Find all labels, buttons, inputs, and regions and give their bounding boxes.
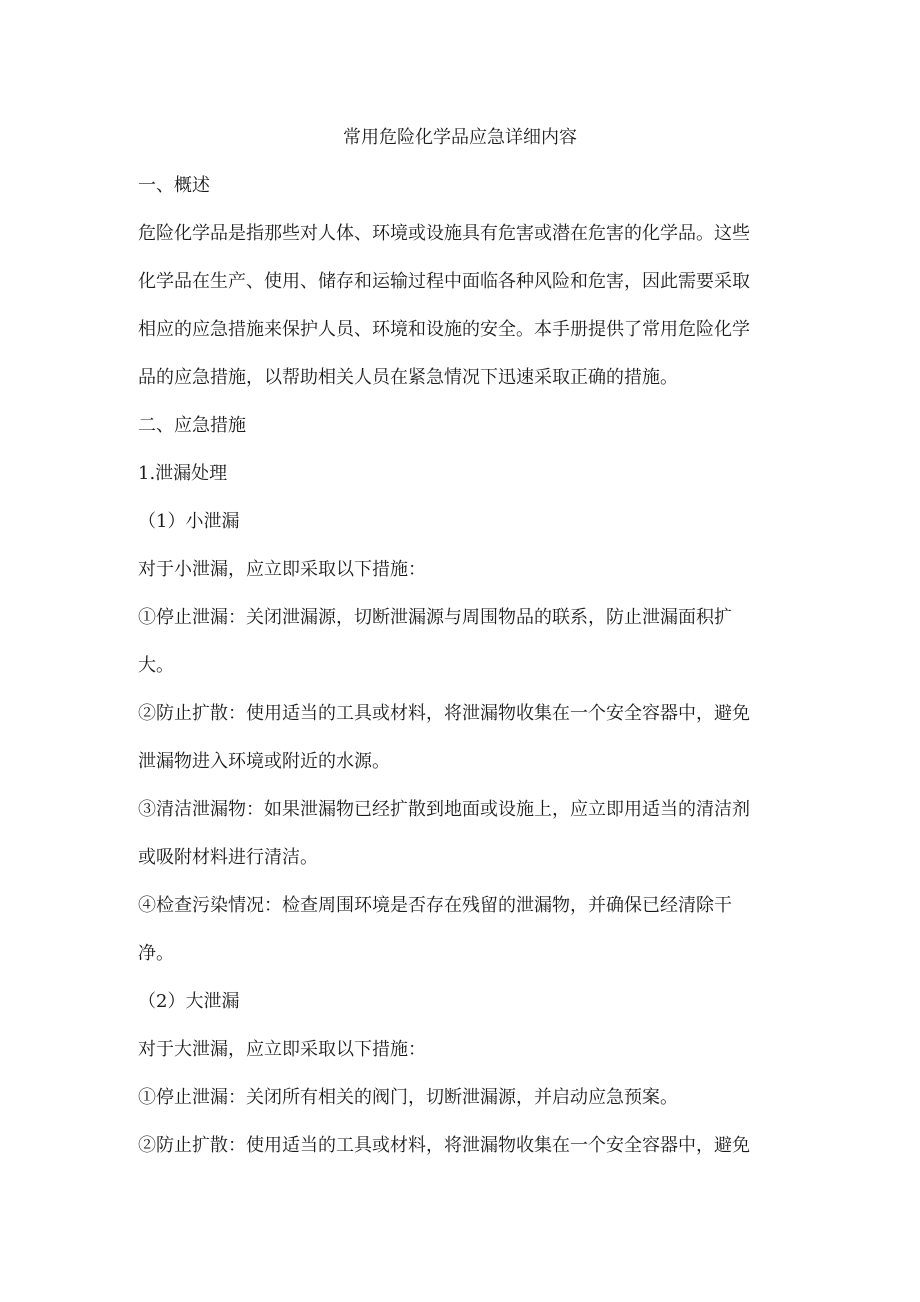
paragraph-line: 化学品在生产、使用、储存和运输过程中面临各种风险和危害，因此需要采取 [138, 271, 750, 292]
list-item-line: ②防止扩散：使用适当的工具或材料，将泄漏物收集在一个安全容器中，避免 [138, 1135, 750, 1156]
list-item-line: 或吸附材料进行清洁。 [138, 847, 318, 868]
list-item-line: 大。 [138, 655, 174, 676]
paragraph-line: 品的应急措施，以帮助相关人员在紧急情况下迅速采取正确的措施。 [138, 367, 678, 388]
list-item-line: ①停止泄漏：关闭所有相关的阀门，切断泄漏源，并启动应急预案。 [138, 1087, 678, 1108]
list-item-line: 净。 [138, 943, 174, 964]
list-item-line: ④检查污染情况：检查周围环境是否存在残留的泄漏物，并确保已经清除干 [138, 895, 732, 916]
heading-emergency-measures: 二、应急措施 [138, 415, 246, 436]
list-item-line: 泄漏物进入环境或附近的水源。 [138, 751, 390, 772]
list-item-line: ①停止泄漏：关闭泄漏源，切断泄漏源与周围物品的联系，防止泄漏面积扩 [138, 607, 732, 628]
list-item-line: ②防止扩散：使用适当的工具或材料，将泄漏物收集在一个安全容器中，避免 [138, 703, 750, 724]
heading-large-leak: （2）大泄漏 [138, 991, 240, 1012]
paragraph-line: 相应的应急措施来保护人员、环境和设施的安全。本手册提供了常用危险化学 [138, 319, 750, 340]
paragraph-line: 对于小泄漏，应立即采取以下措施： [138, 559, 426, 580]
document-title: 常用危险化学品应急详细内容 [343, 127, 577, 148]
paragraph-line: 对于大泄漏，应立即采取以下措施： [138, 1039, 426, 1060]
paragraph-line: 危险化学品是指那些对人体、环境或设施具有危害或潜在危害的化学品。这些 [138, 223, 750, 244]
heading-overview: 一、概述 [138, 175, 210, 196]
list-item-line: ③清洁泄漏物：如果泄漏物已经扩散到地面或设施上，应立即用适当的清洁剂 [138, 799, 750, 820]
heading-small-leak: （1）小泄漏 [138, 511, 240, 532]
heading-leak-handling: 1.泄漏处理 [138, 463, 228, 484]
